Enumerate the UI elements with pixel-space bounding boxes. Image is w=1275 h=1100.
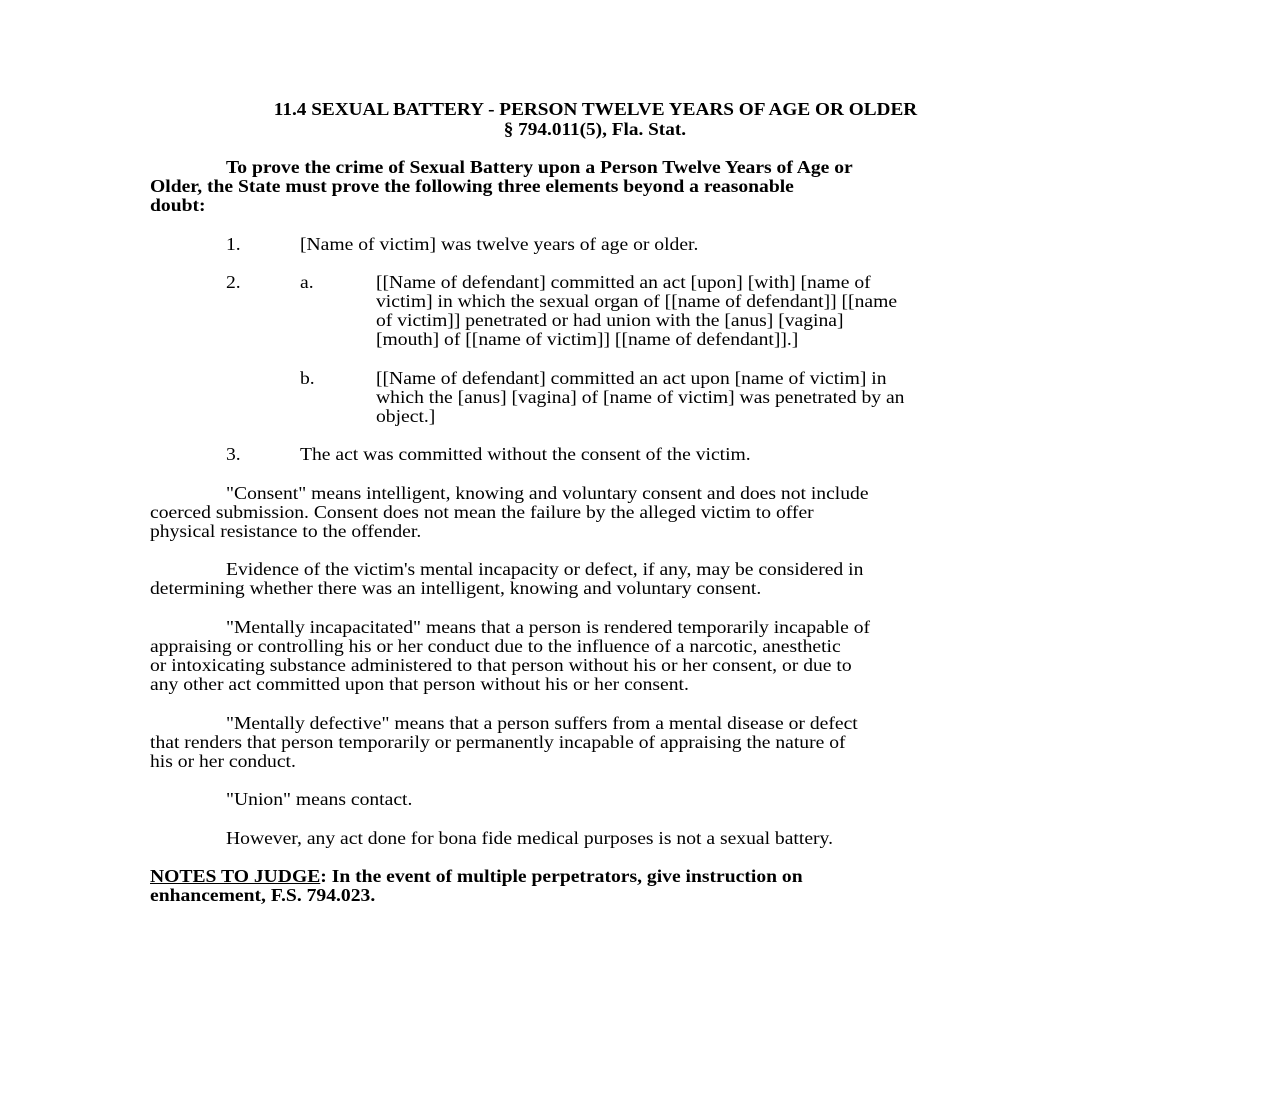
element-2a-line-1: [[Name of defendant] committed an act [upon] [with] [name of [376, 272, 871, 292]
intro-line-3: doubt: [150, 195, 206, 215]
element-3-text: The act was committed without the consent of the victim. [300, 444, 751, 464]
defective-line-3: his or her conduct. [150, 751, 296, 771]
document-title: 11.4 SEXUAL BATTERY - PERSON TWELVE YEARS OF AGE OR OLDER [273, 99, 917, 119]
intro-line-1: To prove the crime of Sexual Battery upon a Person Twelve Years of Age or [226, 157, 853, 177]
consent-line-1: "Consent" means intelligent, knowing and voluntary consent and does not include [226, 483, 869, 503]
incapacitated-line-1: "Mentally incapacitated" means that a person is rendered temporarily incapable of [226, 617, 871, 637]
evidence-line-2: determining whether there was an intelligent, knowing and voluntary consent. [150, 578, 762, 598]
element-2b-line-1: [[Name of defendant] committed an act upon [name of victim] in [376, 368, 887, 388]
intro-line-2: Older, the State must prove the following three elements beyond a reasonable [150, 176, 794, 196]
element-2b-line-2: which the [anus] [vagina] of [name of victim] was penetrated by an [376, 387, 905, 407]
element-2b-letter: b. [300, 368, 315, 388]
notes-to-judge-line-1 [150, 867, 803, 886]
notes-to-judge-text: : In the event of multiple perpetrators, give instruction on [320, 866, 803, 886]
incapacitated-line-3: or intoxicating substance administered to that person without his or her consent, or due to [150, 655, 852, 675]
consent-line-2: coerced submission. Consent does not mean the failure by the alleged victim to offer [150, 502, 814, 522]
element-2a-line-4: [mouth] of [[name of victim]] [[name of defendant]].] [376, 329, 799, 349]
consent-line-3: physical resistance to the offender. [150, 521, 422, 541]
medical-purposes-exception: However, any act done for bona fide medical purposes is not a sexual battery. [226, 828, 833, 848]
incapacitated-line-2: appraising or controlling his or her conduct due to the influence of a narcotic, anesthetic [150, 636, 841, 656]
element-2a-letter: a. [300, 272, 314, 292]
element-2-number: 2. [226, 272, 241, 292]
notes-to-judge-label: NOTES TO JUDGE [150, 866, 321, 886]
evidence-line-1: Evidence of the victim's mental incapacity or defect, if any, may be considered in [226, 559, 864, 579]
element-2b-line-3: object.] [376, 406, 436, 426]
defective-line-1: "Mentally defective" means that a person suffers from a mental disease or defect [226, 713, 858, 733]
element-1-number: 1. [226, 234, 241, 254]
element-3-number: 3. [226, 444, 241, 464]
statute-reference: § 794.011(5), Fla. Stat. [503, 119, 687, 139]
notes-to-judge-line-2: enhancement, F.S. 794.023. [150, 885, 376, 905]
defective-line-2: that renders that person temporarily or permanently incapable of appraising the nature of [150, 732, 846, 752]
incapacitated-line-4: any other act committed upon that person without his or her consent. [150, 674, 689, 694]
union-definition: "Union" means contact. [226, 789, 413, 809]
element-1-text: [Name of victim] was twelve years of age or older. [300, 234, 699, 254]
element-2a-line-3: of victim]] penetrated or had union with the [anus] [vagina] [376, 310, 844, 330]
element-2a-line-2: victim] in which the sexual organ of [[name of defendant]] [[name [376, 291, 898, 311]
